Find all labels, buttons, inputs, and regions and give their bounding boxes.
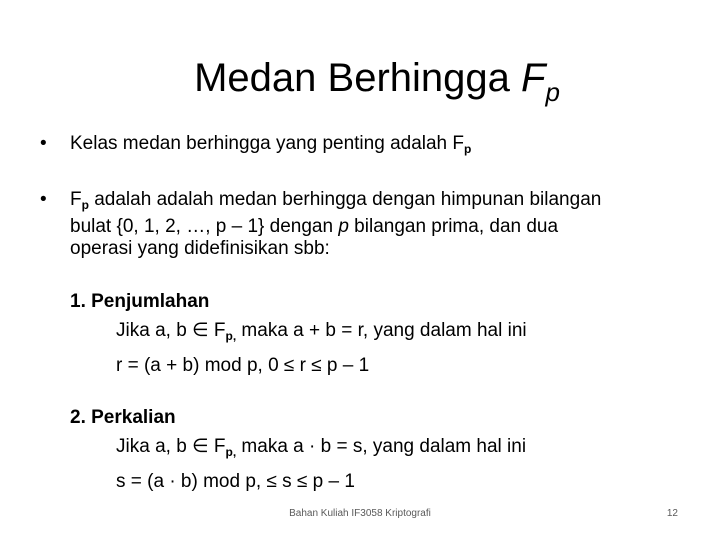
bullet-2-line-2b: bilangan prima, dan dua bbox=[348, 216, 559, 237]
section-line-2: s = (a · b) mod p, ≤ s ≤ p – 1 bbox=[116, 471, 355, 492]
section-perkalian bbox=[70, 403, 526, 496]
title-text: Medan Berhingga bbox=[194, 56, 521, 100]
bullet-1-subscript: p bbox=[464, 142, 472, 156]
section-body bbox=[70, 316, 527, 380]
section-line-1b: maka a + b = r, yang dalam hal ini bbox=[236, 320, 527, 341]
section-line-1a: Jika a, b ∈ F bbox=[116, 436, 226, 457]
slide-title bbox=[0, 52, 720, 118]
section-heading: 1. Penjumlahan bbox=[70, 291, 210, 312]
bullet-2-line-2 bbox=[70, 216, 710, 238]
section-heading: 2. Perkalian bbox=[70, 407, 176, 428]
bullet-2-line-1 bbox=[70, 189, 710, 216]
title-symbol: F bbox=[521, 56, 546, 100]
section-line-1 bbox=[116, 316, 527, 351]
bullet-2-line-3: operasi yang didefinisikan sbb: bbox=[70, 238, 330, 259]
bullet-marker: • bbox=[40, 133, 47, 154]
section-subscript: p, bbox=[225, 445, 237, 459]
bullet-2-symbol: F bbox=[70, 189, 82, 210]
bullet-1-line-1 bbox=[70, 133, 710, 160]
section-line-1b: maka a · b = s, yang dalam hal ini bbox=[236, 436, 527, 457]
bullet-2-line-2a: bulat {0, 1, 2, …, p – 1} dengan bbox=[70, 216, 339, 237]
footer-page-number: 12 bbox=[666, 508, 678, 519]
bullet-marker: • bbox=[40, 189, 47, 210]
bullet-1-line-1-text: Kelas medan berhingga yang penting adalah F bbox=[70, 133, 465, 154]
bullet-2-line-1-text: adalah adalah medan berhingga dengan himpunan bilangan bbox=[88, 189, 602, 210]
bullet-1-text bbox=[70, 133, 710, 160]
footer-course: Bahan Kuliah IF3058 Kriptografi bbox=[289, 508, 431, 519]
title-subscript: p bbox=[545, 77, 560, 107]
section-subscript: p, bbox=[225, 329, 237, 343]
section-penjumlahan bbox=[70, 287, 527, 380]
bullet-2-italic-p: p bbox=[338, 216, 349, 237]
section-line-1a: Jika a, b ∈ F bbox=[116, 320, 226, 341]
section-line-1 bbox=[116, 432, 526, 467]
section-line-2: r = (a + b) mod p, 0 ≤ r ≤ p – 1 bbox=[116, 355, 370, 376]
bullet-2-text bbox=[70, 189, 710, 260]
section-body bbox=[70, 432, 526, 496]
bullet-2-subscript: p bbox=[81, 198, 89, 212]
